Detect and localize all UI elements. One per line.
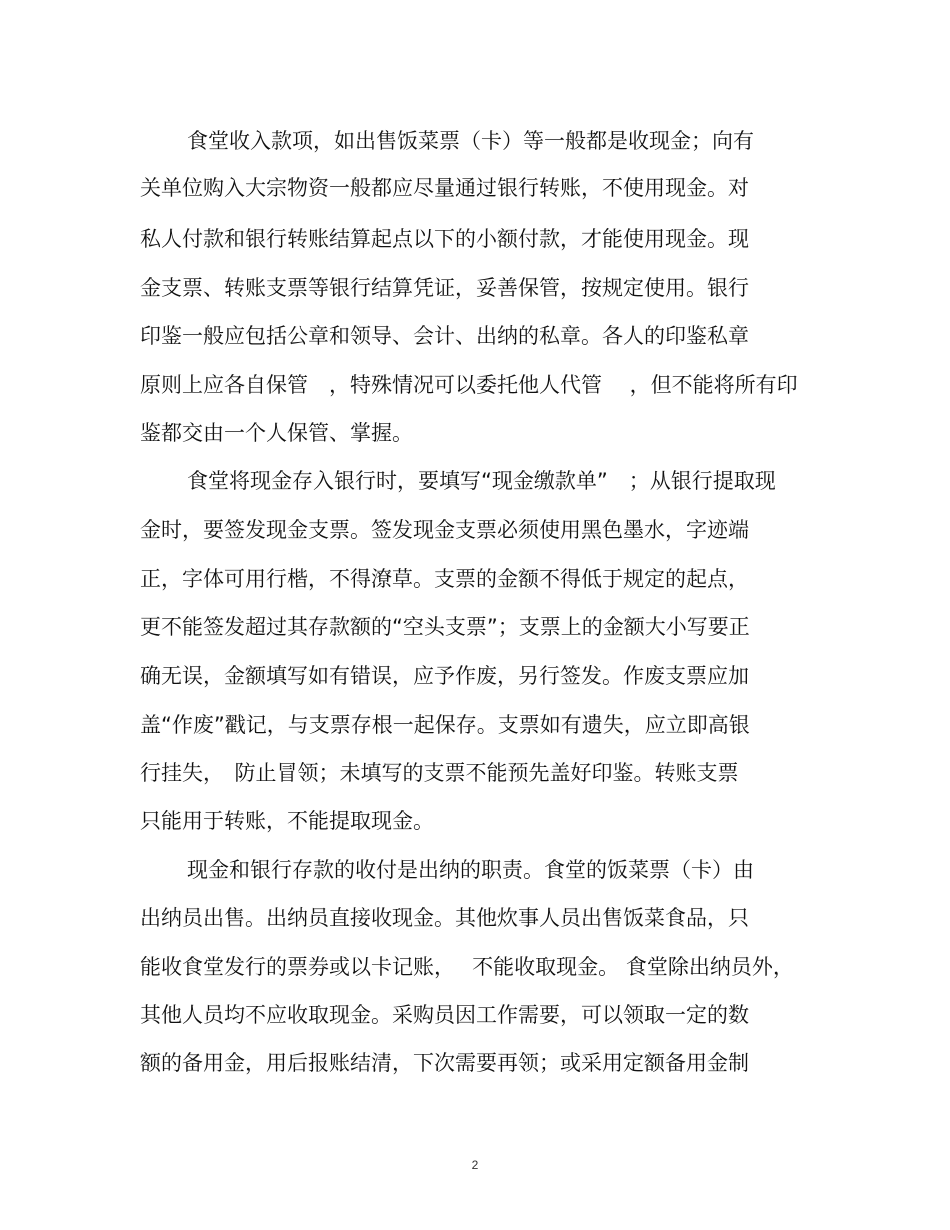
paragraph-1-line-5: 印鉴一般应包括公章和领导、会计、出纳的私章。各人的印鉴私章 bbox=[140, 324, 749, 348]
paragraph-1-line-7: 鉴都交由一个人保管、掌握。 bbox=[140, 421, 413, 445]
paragraph-1-line-2: 关单位购入大宗物资一般都应尽量通过银行转账，不使用现金。对 bbox=[140, 176, 749, 200]
paragraph-3-line-1: 现金和银行存款的收付是出纳的职责。食堂的饭菜票（卡）由 bbox=[187, 858, 754, 882]
paragraph-3-line-4: 其他人员均不应收取现金。采购员因工作需要，可以领取一定的数 bbox=[140, 1003, 749, 1027]
paragraph-3-line-2: 出纳员出售。出纳员直接收现金。其他炊事人员出售饭菜食品，只 bbox=[140, 906, 749, 930]
paragraph-1-line-3: 私人付款和银行转账结算起点以下的小额付款，才能使用现金。现 bbox=[140, 227, 749, 251]
paragraph-2-line-4: 更不能签发超过其存款额的“空头支票”；支票上的金额大小写要正 bbox=[140, 615, 750, 639]
paragraph-3-line-5: 额的备用金，用后报账结清，下次需要再领；或采用定额备用金制 bbox=[140, 1051, 749, 1075]
paragraph-1-line-1: 食堂收入款项，如出售饭菜票（卡）等一般都是收现金；向有 bbox=[187, 129, 754, 153]
paragraph-2-line-5: 确无误，金额填写如有错误，应予作废，另行签发。作废支票应加 bbox=[140, 664, 749, 688]
paragraph-2-line-7: 行挂失， 防止冒领；未填写的支票不能预先盖好印鉴。转账支票 bbox=[140, 761, 739, 785]
paragraph-1-line-4: 金支票、转账支票等银行结算凭证，妥善保管，按规定使用。银行 bbox=[140, 276, 749, 300]
paragraph-2-line-6: 盖“作废”戳记，与支票存根一起保存。支票如有遗失，应立即高银 bbox=[140, 713, 750, 737]
paragraph-3-line-3: 能收食堂发行的票券或以卡记账， 不能收取现金。 食堂除出纳员外， bbox=[140, 955, 794, 979]
paragraph-1-line-6: 原则上应各自保管 ，特殊情况可以委托他人代管 ，但不能将所有印 bbox=[140, 373, 798, 397]
paragraph-2-line-1: 食堂将现金存入银行时，要填写“现金缴款单” ；从银行提取现 bbox=[187, 469, 776, 493]
paragraph-2-line-8: 只能用于转账，不能提取现金。 bbox=[140, 809, 434, 833]
page-number: 2 bbox=[471, 1158, 479, 1172]
paragraph-2-line-3: 正，字体可用行楷，不得潦草。支票的金额不得低于规定的起点， bbox=[140, 567, 749, 591]
paragraph-2-line-2: 金时，要签发现金支票。签发现金支票必须使用黑色墨水，字迹端 bbox=[140, 518, 749, 542]
